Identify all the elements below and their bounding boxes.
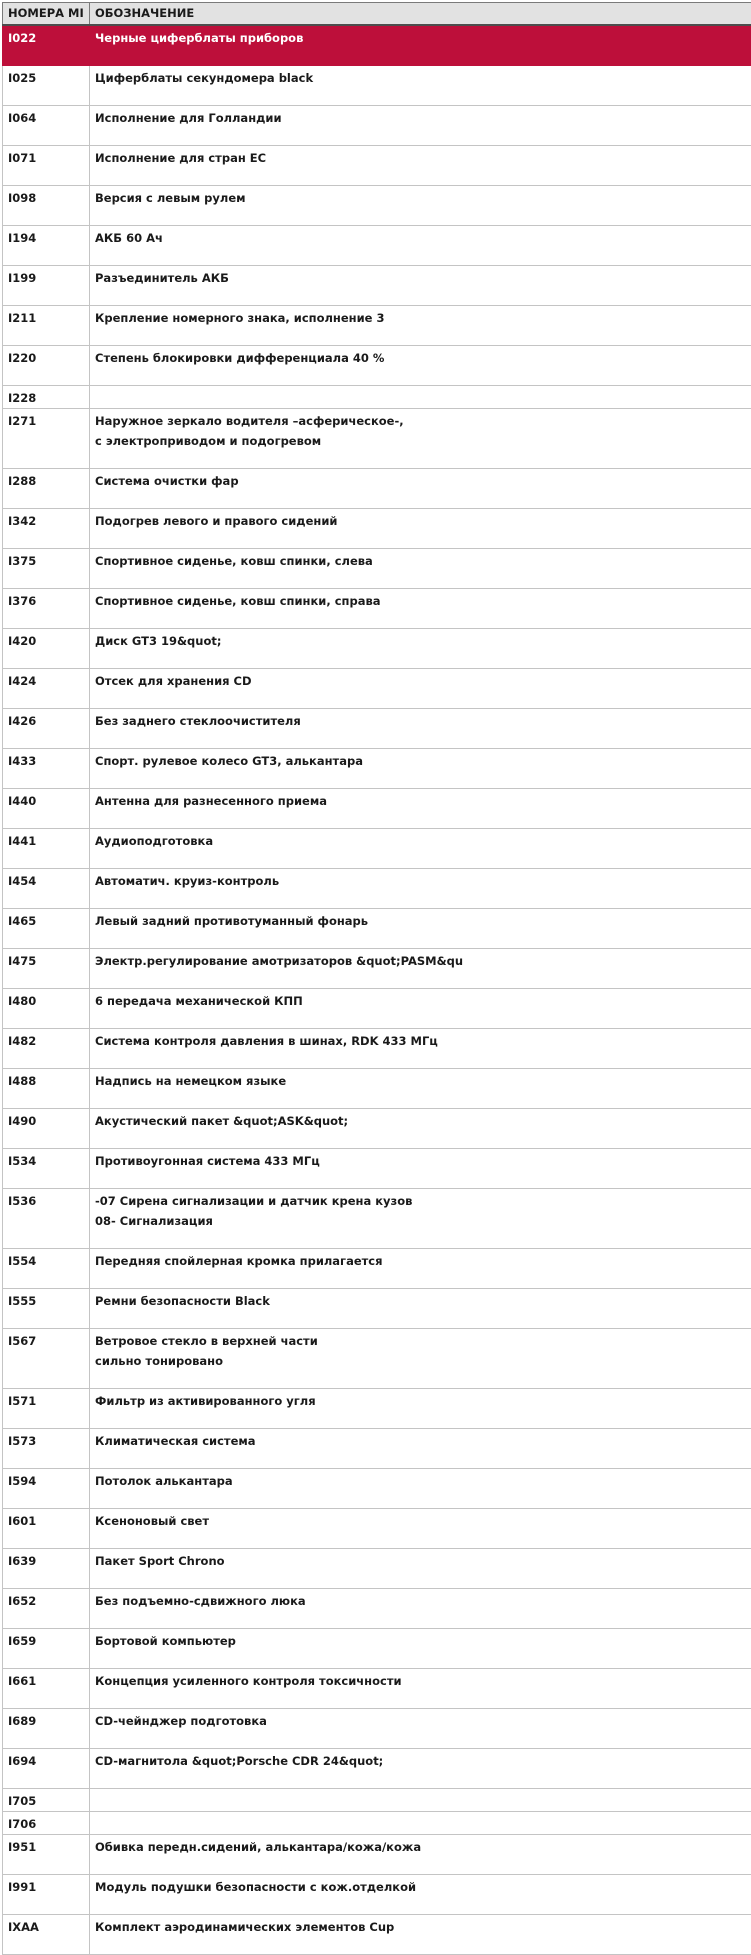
options-table-container <box>2 2 751 1955</box>
option-description: -07 Сирена сигнализации и датчик крена кузов 08- Сигнализация <box>90 1189 751 1231</box>
option-code-cell[interactable] <box>3 589 90 629</box>
option-code: I991 <box>3 1875 89 1897</box>
option-description-cell[interactable] <box>90 509 751 549</box>
option-description: АКБ 60 Ач <box>90 226 751 248</box>
option-description <box>90 1789 751 1791</box>
option-code: I475 <box>3 949 89 971</box>
option-description-cell[interactable] <box>90 1069 751 1109</box>
option-code-cell[interactable] <box>3 1789 90 1812</box>
option-description: Концепция усиленного контроля токсичности <box>90 1669 751 1691</box>
option-code-cell[interactable] <box>3 829 90 869</box>
option-description: Версия с левым рулем <box>90 186 751 208</box>
table-row[interactable] <box>3 1709 751 1749</box>
option-description: Исполнение для Голландии <box>90 106 751 128</box>
option-description-cell[interactable] <box>90 1029 751 1069</box>
option-code-cell[interactable] <box>3 1069 90 1109</box>
option-code-cell[interactable] <box>3 1669 90 1709</box>
option-description-cell[interactable] <box>90 1329 751 1389</box>
table-row[interactable] <box>3 1069 751 1109</box>
option-code-cell[interactable] <box>3 1629 90 1669</box>
option-description-cell[interactable] <box>90 949 751 989</box>
option-code-cell[interactable] <box>3 1589 90 1629</box>
option-code-cell[interactable] <box>3 549 90 589</box>
option-code: I064 <box>3 106 89 128</box>
table-row[interactable] <box>3 1812 751 1835</box>
option-description-cell[interactable] <box>90 1669 751 1709</box>
table-row[interactable] <box>3 306 751 346</box>
option-description-cell[interactable] <box>90 186 751 226</box>
option-description-cell[interactable] <box>90 1789 751 1812</box>
option-description: Отсек для хранения CD <box>90 669 751 691</box>
option-code: I536 <box>3 1189 89 1211</box>
option-description: Антенна для разнесенного приема <box>90 789 751 811</box>
option-code: I482 <box>3 1029 89 1051</box>
option-description: Аудиоподготовка <box>90 829 751 851</box>
option-code-cell[interactable] <box>3 909 90 949</box>
option-description <box>90 1812 751 1814</box>
option-description: Черные циферблаты приборов <box>90 26 751 48</box>
option-description-cell[interactable] <box>90 989 751 1029</box>
option-code-cell[interactable] <box>3 709 90 749</box>
option-code-cell[interactable] <box>3 1549 90 1589</box>
table-row[interactable] <box>3 949 751 989</box>
table-row[interactable] <box>3 186 751 226</box>
option-code: I705 <box>3 1789 89 1811</box>
option-code-cell[interactable] <box>3 989 90 1029</box>
option-code: I433 <box>3 749 89 771</box>
option-description-cell[interactable] <box>90 266 751 306</box>
table-row[interactable] <box>3 789 751 829</box>
table-row[interactable] <box>3 989 751 1029</box>
table-row[interactable] <box>3 346 751 386</box>
table-row[interactable] <box>3 1469 751 1509</box>
option-description-cell[interactable] <box>90 669 751 709</box>
table-row[interactable] <box>3 146 751 186</box>
option-description: Степень блокировки дифференциала 40 % <box>90 346 751 368</box>
option-description-cell[interactable] <box>90 1589 751 1629</box>
table-body <box>3 25 751 1955</box>
option-description: Исполнение для стран ЕС <box>90 146 751 168</box>
option-code: I288 <box>3 469 89 491</box>
table-row[interactable] <box>3 1835 751 1875</box>
option-code: I488 <box>3 1069 89 1091</box>
option-description-cell[interactable] <box>90 469 751 509</box>
option-description-cell[interactable] <box>90 1249 751 1289</box>
option-code: I571 <box>3 1389 89 1411</box>
option-code-cell[interactable] <box>3 1812 90 1835</box>
option-description-cell[interactable] <box>90 909 751 949</box>
option-description-cell[interactable] <box>90 1469 751 1509</box>
option-code: I211 <box>3 306 89 328</box>
option-code: I659 <box>3 1629 89 1651</box>
option-description: Система очистки фар <box>90 469 751 491</box>
option-code: I424 <box>3 669 89 691</box>
table-row[interactable] <box>3 1029 751 1069</box>
option-description: Автоматич. круиз-контроль <box>90 869 751 891</box>
option-description <box>90 386 751 388</box>
option-code-cell[interactable] <box>3 1189 90 1249</box>
option-description-cell[interactable] <box>90 409 751 469</box>
option-description: CD-чейнджер подготовка <box>90 1709 751 1731</box>
table-row[interactable] <box>3 669 751 709</box>
table-row[interactable] <box>3 1589 751 1629</box>
option-description-cell[interactable] <box>90 789 751 829</box>
option-code-cell[interactable] <box>3 1749 90 1789</box>
option-description-cell[interactable] <box>90 66 751 106</box>
option-code-cell[interactable] <box>3 469 90 509</box>
option-code: I220 <box>3 346 89 368</box>
option-description: Модуль подушки безопасности с кож.отделкой <box>90 1875 751 1897</box>
column-header-code-label: НОМЕРА MI <box>3 3 89 24</box>
column-header-code[interactable] <box>3 3 90 26</box>
option-code-cell[interactable] <box>3 1875 90 1915</box>
option-description-cell[interactable] <box>90 829 751 869</box>
option-code-cell[interactable] <box>3 1029 90 1069</box>
table-row[interactable] <box>3 549 751 589</box>
option-description: Диск GT3 19&quot; <box>90 629 751 651</box>
option-code-cell[interactable] <box>3 869 90 909</box>
option-description: Наружное зеркало водителя –асферическое-, с электроприводом и подогревом <box>90 409 751 451</box>
option-description-cell[interactable] <box>90 1709 751 1749</box>
option-code: I555 <box>3 1289 89 1311</box>
table-row[interactable] <box>3 1789 751 1812</box>
option-code: I025 <box>3 66 89 88</box>
option-description-cell[interactable] <box>90 106 751 146</box>
table-row[interactable] <box>3 1189 751 1249</box>
option-description-cell[interactable] <box>90 1509 751 1549</box>
column-header-description-label: ОБОЗНАЧЕНИЕ <box>90 3 751 24</box>
option-description-cell[interactable] <box>90 1109 751 1149</box>
option-code-cell[interactable] <box>3 266 90 306</box>
table-row[interactable] <box>3 226 751 266</box>
table-row[interactable] <box>3 1249 751 1289</box>
option-description-cell[interactable] <box>90 1429 751 1469</box>
option-description-cell[interactable] <box>90 1749 751 1789</box>
table-row[interactable] <box>3 66 751 106</box>
option-code-cell[interactable] <box>3 386 90 409</box>
option-description-cell[interactable] <box>90 1812 751 1835</box>
option-description: Акустический пакет &quot;ASK&quot; <box>90 1109 751 1131</box>
column-header-description[interactable] <box>90 3 751 26</box>
option-description-cell[interactable] <box>90 709 751 749</box>
option-code: I022 <box>3 26 89 48</box>
option-code-cell[interactable] <box>3 1249 90 1289</box>
option-code: I573 <box>3 1429 89 1451</box>
option-description: Обивка передн.сидений, алькантара/кожа/кожа <box>90 1835 751 1857</box>
option-description: Электр.регулирование амотризаторов &quot;PASM&qu <box>90 949 751 971</box>
option-description-cell[interactable] <box>90 25 751 66</box>
option-description-cell[interactable] <box>90 1915 751 1955</box>
option-description: Ветровое стекло в верхней части сильно тонировано <box>90 1329 751 1371</box>
option-code: I199 <box>3 266 89 288</box>
option-code-cell[interactable] <box>3 1329 90 1389</box>
option-code-cell[interactable] <box>3 1389 90 1429</box>
option-code: I652 <box>3 1589 89 1611</box>
option-description-cell[interactable] <box>90 589 751 629</box>
option-code-cell[interactable] <box>3 186 90 226</box>
option-code: IXAA <box>3 1915 89 1937</box>
option-code: I661 <box>3 1669 89 1691</box>
option-code-cell[interactable] <box>3 1915 90 1955</box>
option-description-cell[interactable] <box>90 749 751 789</box>
option-code-cell[interactable] <box>3 949 90 989</box>
option-description: Пакет Sport Chrono <box>90 1549 751 1571</box>
table-header-row <box>3 3 751 26</box>
option-description: Передняя спойлерная кромка прилагается <box>90 1249 751 1271</box>
option-code-cell[interactable] <box>3 1149 90 1189</box>
option-description: Ксеноновый свет <box>90 1509 751 1531</box>
option-description: CD-магнитола &quot;Porsche CDR 24&quot; <box>90 1749 751 1771</box>
option-description: Климатическая система <box>90 1429 751 1451</box>
option-code-cell[interactable] <box>3 749 90 789</box>
option-code: I594 <box>3 1469 89 1491</box>
table-row[interactable] <box>3 1329 751 1389</box>
option-code-cell[interactable] <box>3 25 90 66</box>
table-row[interactable] <box>3 1429 751 1469</box>
table-row[interactable] <box>3 469 751 509</box>
option-description: Разъединитель АКБ <box>90 266 751 288</box>
option-description-cell[interactable] <box>90 1835 751 1875</box>
option-description: Противоугонная система 433 МГц <box>90 1149 751 1171</box>
option-code: I465 <box>3 909 89 931</box>
table-row[interactable] <box>3 709 751 749</box>
option-description-cell[interactable] <box>90 306 751 346</box>
table-row[interactable] <box>3 266 751 306</box>
table-row[interactable] <box>3 509 751 549</box>
option-code: I689 <box>3 1709 89 1731</box>
option-code: I490 <box>3 1109 89 1131</box>
option-code: I694 <box>3 1749 89 1771</box>
option-code-cell[interactable] <box>3 1469 90 1509</box>
option-code-cell[interactable] <box>3 1109 90 1149</box>
option-code-cell[interactable] <box>3 509 90 549</box>
option-description: Ремни безопасности Black <box>90 1289 751 1311</box>
option-code: I376 <box>3 589 89 611</box>
option-code: I951 <box>3 1835 89 1857</box>
option-code-cell[interactable] <box>3 346 90 386</box>
option-code: I071 <box>3 146 89 168</box>
table-row[interactable] <box>3 1109 751 1149</box>
option-code-cell[interactable] <box>3 306 90 346</box>
table-row[interactable] <box>3 1669 751 1709</box>
option-description: Крепление номерного знака, исполнение 3 <box>90 306 751 328</box>
option-description: Система контроля давления в шинах, RDK 433 МГц <box>90 1029 751 1051</box>
option-code-cell[interactable] <box>3 226 90 266</box>
option-description: Без подъемно-сдвижного люка <box>90 1589 751 1611</box>
option-code-cell[interactable] <box>3 1709 90 1749</box>
option-code: I534 <box>3 1149 89 1171</box>
option-description-cell[interactable] <box>90 629 751 669</box>
table-row[interactable] <box>3 106 751 146</box>
option-code: I480 <box>3 989 89 1011</box>
table-row[interactable] <box>3 1289 751 1329</box>
options-table <box>2 2 751 1955</box>
option-description-cell[interactable] <box>90 1149 751 1189</box>
option-code-cell[interactable] <box>3 789 90 829</box>
table-row[interactable] <box>3 629 751 669</box>
option-code-cell[interactable] <box>3 66 90 106</box>
option-description: 6 передача механической КПП <box>90 989 751 1011</box>
option-description: Спортивное сиденье, ковш спинки, справа <box>90 589 751 611</box>
option-description-cell[interactable] <box>90 549 751 589</box>
option-description-cell[interactable] <box>90 1629 751 1669</box>
option-description-cell[interactable] <box>90 146 751 186</box>
table-row[interactable] <box>3 1389 751 1429</box>
table-row[interactable] <box>3 1549 751 1589</box>
option-description-cell[interactable] <box>90 869 751 909</box>
option-code-cell[interactable] <box>3 1509 90 1549</box>
table-row[interactable] <box>3 1749 751 1789</box>
option-description: Бортовой компьютер <box>90 1629 751 1651</box>
option-description-cell[interactable] <box>90 1289 751 1329</box>
table-row-selected[interactable] <box>3 25 751 66</box>
table-row[interactable] <box>3 1915 751 1955</box>
option-description: Комплект аэродинамических элементов Cup <box>90 1915 751 1937</box>
table-row[interactable] <box>3 909 751 949</box>
option-code: I420 <box>3 629 89 651</box>
option-description: Надпись на немецком языке <box>90 1069 751 1091</box>
option-code: I194 <box>3 226 89 248</box>
table-row[interactable] <box>3 1875 751 1915</box>
option-description: Потолок алькантара <box>90 1469 751 1491</box>
table-row[interactable] <box>3 1629 751 1669</box>
option-code-cell[interactable] <box>3 1835 90 1875</box>
option-code-cell[interactable] <box>3 146 90 186</box>
option-code: I426 <box>3 709 89 731</box>
option-code: I375 <box>3 549 89 571</box>
option-description: Циферблаты секундомера black <box>90 66 751 88</box>
option-code-cell[interactable] <box>3 1429 90 1469</box>
option-description: Без заднего стеклоочистителя <box>90 709 751 731</box>
option-code-cell[interactable] <box>3 1289 90 1329</box>
option-description-cell[interactable] <box>90 226 751 266</box>
option-description: Левый задний противотуманный фонарь <box>90 909 751 931</box>
table-row[interactable] <box>3 589 751 629</box>
option-code-cell[interactable] <box>3 669 90 709</box>
option-code-cell[interactable] <box>3 106 90 146</box>
option-code: I228 <box>3 386 89 408</box>
option-description: Подогрев левого и правого сидений <box>90 509 751 531</box>
option-code: I271 <box>3 409 89 431</box>
option-description: Спорт. рулевое колесо GT3, алькантара <box>90 749 751 771</box>
option-code: I639 <box>3 1549 89 1571</box>
table-row[interactable] <box>3 749 751 789</box>
option-description: Спортивное сиденье, ковш спинки, слева <box>90 549 751 571</box>
table-row[interactable] <box>3 1509 751 1549</box>
table-row[interactable] <box>3 1149 751 1189</box>
option-code-cell[interactable] <box>3 629 90 669</box>
option-code: I554 <box>3 1249 89 1271</box>
option-description-cell[interactable] <box>90 1389 751 1429</box>
option-description-cell[interactable] <box>90 1875 751 1915</box>
option-code: I706 <box>3 1812 89 1834</box>
table-row[interactable] <box>3 409 751 469</box>
table-row[interactable] <box>3 869 751 909</box>
option-code: I567 <box>3 1329 89 1351</box>
option-code: I342 <box>3 509 89 531</box>
option-description-cell[interactable] <box>90 1189 751 1249</box>
option-description-cell[interactable] <box>90 346 751 386</box>
option-code-cell[interactable] <box>3 409 90 469</box>
option-code: I601 <box>3 1509 89 1531</box>
table-row[interactable] <box>3 829 751 869</box>
option-description-cell[interactable] <box>90 1549 751 1589</box>
option-code: I440 <box>3 789 89 811</box>
option-code: I454 <box>3 869 89 891</box>
option-description: Фильтр из активированного угля <box>90 1389 751 1411</box>
table-row[interactable] <box>3 386 751 409</box>
option-description-cell[interactable] <box>90 386 751 409</box>
option-code: I441 <box>3 829 89 851</box>
option-code: I098 <box>3 186 89 208</box>
